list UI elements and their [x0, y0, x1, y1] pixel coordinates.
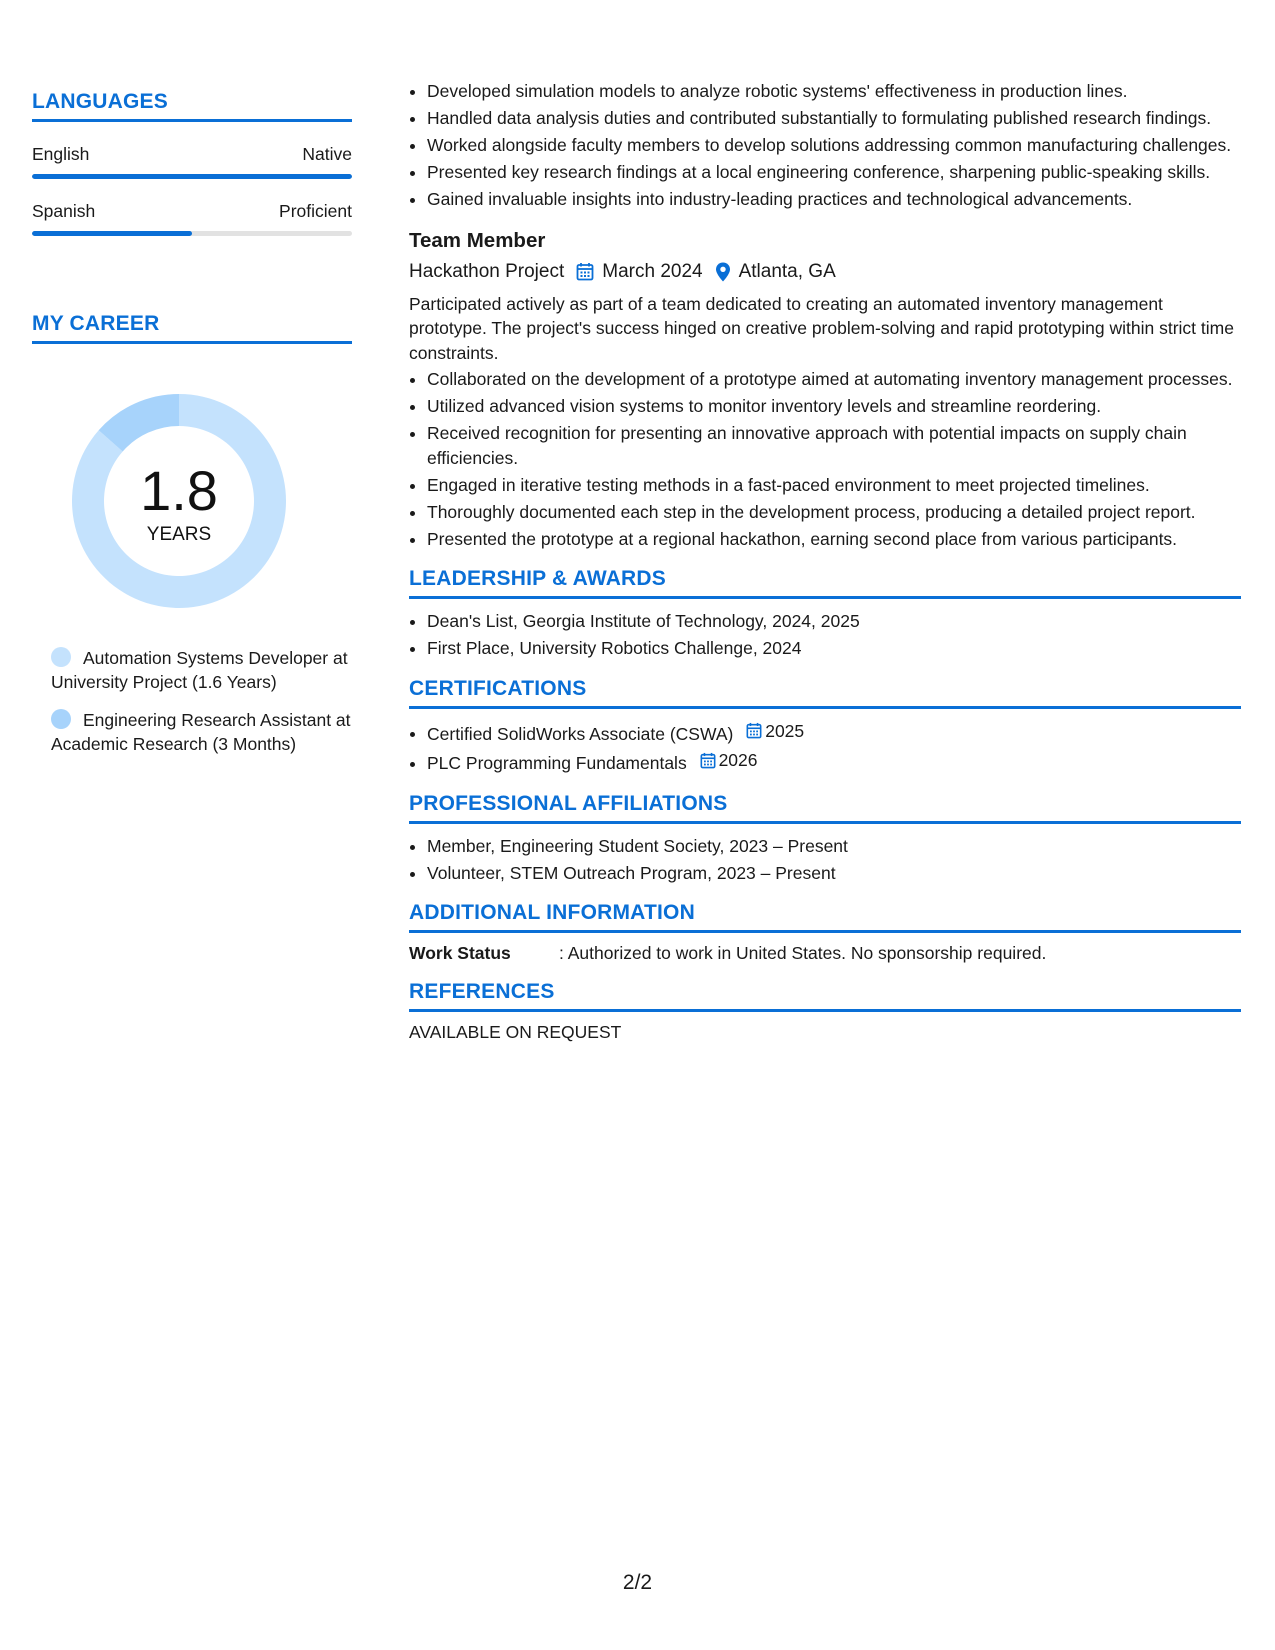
language-name: English [32, 144, 90, 164]
job-meta [409, 261, 1241, 283]
certification-name: PLC Programming Fundamentals [427, 753, 687, 773]
list-item: • Utilized advanced vision systems to monitor inventory levels and streamline reordering. [427, 394, 1241, 419]
career-total-unit: YEARS [146, 524, 212, 545]
language-proficiency-fill [32, 231, 192, 236]
list-item: • Handled data analysis duties and contributed substantially to formulating published research findings. [427, 106, 1241, 131]
language-proficiency-bar [32, 231, 352, 236]
career-donut-chart [66, 388, 292, 614]
page-number: 2/2 [622, 1571, 653, 1594]
affiliations-section [409, 792, 1241, 886]
language-item [32, 201, 352, 236]
language-item [32, 144, 352, 179]
legend-label: Engineering Research Assistant at Academic Research (3 Months) [51, 710, 351, 754]
job-bullets [409, 367, 1241, 551]
leadership-section [409, 567, 1241, 661]
list-item: • Engaged in iterative testing methods in a fast-paced environment to meet projected timelines. [427, 473, 1241, 498]
list-item: • Thoroughly documented each step in the development process, producing a detailed project report. [427, 500, 1241, 525]
location-pin-icon [715, 262, 731, 282]
languages-heading: LANGUAGES [32, 90, 352, 122]
work-status-label: Work Status [409, 943, 511, 963]
calendar-icon [746, 722, 762, 739]
languages-section [32, 90, 352, 236]
career-legend [51, 646, 352, 756]
list-item: • Dean's List, Georgia Institute of Technology, 2024, 2025 [427, 609, 1241, 634]
certification-year: 2025 [765, 720, 805, 741]
job-description: Participated actively as part of a team dedicated to creating an automated inventory management prototype. The project's success hinged on creative problem-solving and rapid prototyping within strict time constraints. [409, 293, 1234, 363]
job-org: Hackathon Project [409, 260, 565, 282]
career-heading: MY CAREER [32, 312, 352, 344]
list-item: • Developed simulation models to analyze robotic systems' effectiveness in production lines. [427, 79, 1241, 104]
affiliations-heading: PROFESSIONAL AFFILIATIONS [409, 792, 1241, 824]
language-level: Native [302, 144, 352, 164]
calendar-icon [700, 752, 716, 769]
list-item: • Gained invaluable insights into industry-leading practices and technological advancements. [427, 187, 1241, 212]
legend-dot-icon [51, 709, 71, 729]
additional-info-section [409, 901, 1241, 964]
work-status-value: : Authorized to work in United States. No sponsorship required. [559, 943, 1047, 963]
calendar-icon [576, 262, 594, 281]
list-item: • Received recognition for presenting an innovative approach with potential impacts on supply chain efficiencies. [427, 421, 1241, 470]
list-item: • Presented the prototype at a regional hackathon, earning second place from various participants. [427, 527, 1241, 552]
list-item: • Volunteer, STEM Outreach Program, 2023 – Present [427, 861, 1241, 886]
legend-label: Automation Systems Developer at University Project (1.6 Years) [51, 648, 348, 692]
references-heading: REFERENCES [409, 980, 1241, 1012]
job-date: March 2024 [602, 260, 703, 282]
certification-year: 2026 [718, 750, 758, 771]
career-total-value: 1.8 [140, 459, 218, 522]
language-proficiency-fill [32, 174, 352, 179]
list-item: • Member, Engineering Student Society, 2023 – Present [427, 834, 1241, 859]
job-location: Atlanta, GA [738, 260, 836, 282]
certifications-heading: CERTIFICATIONS [409, 677, 1241, 709]
references-section [409, 980, 1241, 1043]
list-item [427, 719, 1241, 746]
additional-info-heading: ADDITIONAL INFORMATION [409, 901, 1241, 933]
list-item [427, 748, 1241, 775]
list-item: • Collaborated on the development of a prototype aimed at automating inventory management processes. [427, 367, 1241, 392]
legend-item [51, 708, 352, 756]
list-item: • First Place, University Robotics Challenge, 2024 [427, 636, 1241, 661]
references-text: AVAILABLE ON REQUEST [409, 1022, 622, 1042]
main-content [409, 79, 1241, 1043]
legend-dot-icon [51, 647, 71, 667]
list-item: • Presented key research findings at a local engineering conference, sharpening public-speaking skills. [427, 160, 1241, 185]
sidebar [32, 90, 352, 770]
career-section [32, 312, 352, 756]
job-entry [409, 229, 1241, 552]
job-title: Team Member [409, 228, 546, 252]
certification-name: Certified SolidWorks Associate (CSWA) [427, 723, 734, 744]
language-proficiency-bar [32, 174, 352, 179]
work-status-row [409, 943, 1241, 964]
language-level: Proficient [279, 201, 352, 221]
certifications-section [409, 677, 1241, 776]
previous-job-bullets [409, 79, 1241, 212]
list-item: • Worked alongside faculty members to develop solutions addressing common manufacturing challenges. [427, 133, 1241, 158]
leadership-heading: LEADERSHIP & AWARDS [409, 567, 1241, 599]
language-name: Spanish [32, 201, 96, 221]
legend-item [51, 646, 352, 694]
